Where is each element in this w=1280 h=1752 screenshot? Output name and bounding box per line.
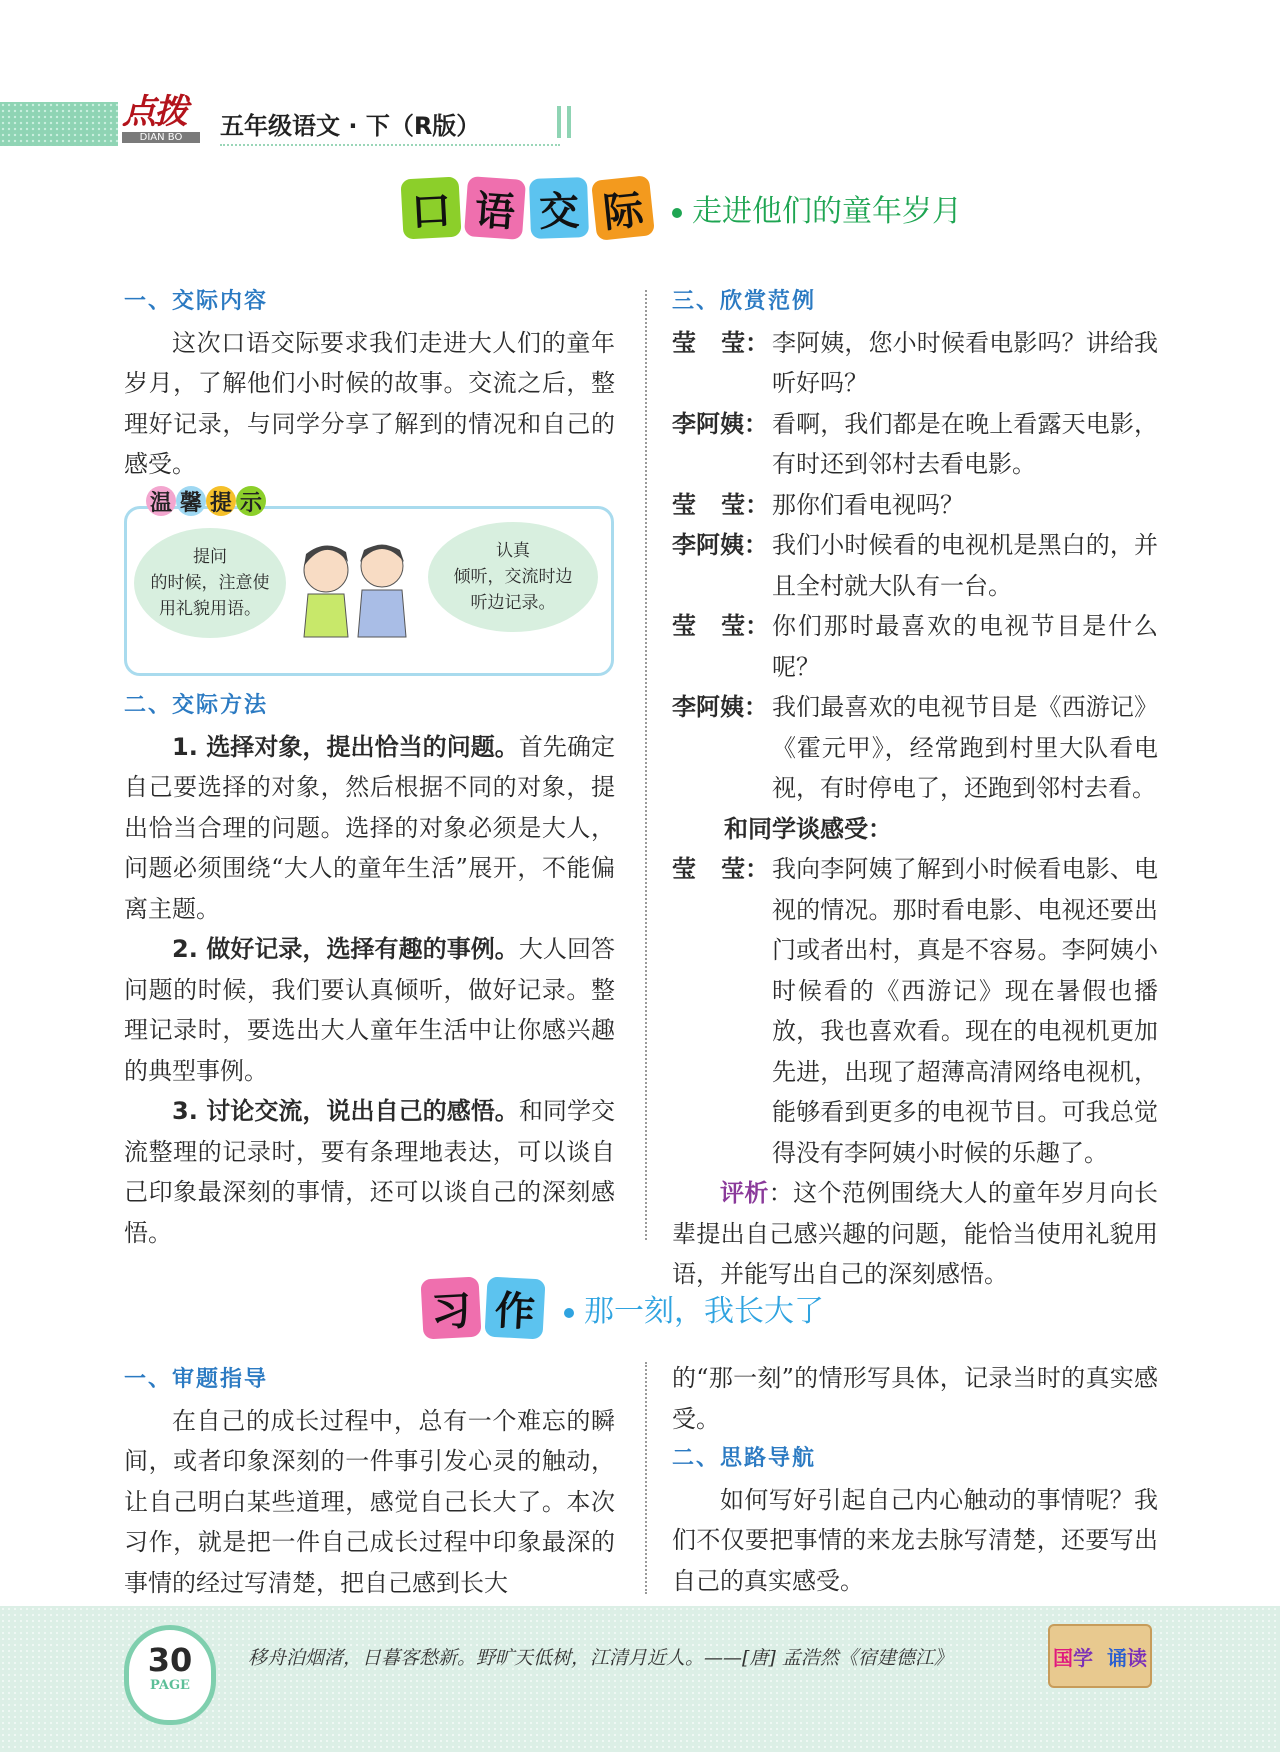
banner-tile: 作 [484, 1277, 545, 1340]
dialogue-line: 莹 莹： 那你们看电视吗？ [672, 490, 964, 519]
dialogue-line: 李阿姨： 我们最喜欢的电视节目是《西游记》《霍元甲》，经常跑到村里大队看电视，有时停电了，还跑到邻村去看。 [672, 693, 1158, 802]
header-bars [557, 106, 571, 138]
dialogue-line: 莹 莹： 你们那时最喜欢的电视节目是什么呢？ [672, 612, 1158, 681]
left-column-oral [124, 282, 615, 485]
banner-tile: 际 [591, 175, 655, 241]
dialogue-line: 莹 莹： 李阿姨，您小时候看电影吗？讲给我听好吗？ [672, 328, 1158, 397]
banner-tile: 交 [529, 177, 589, 239]
method-item: 3. 讨论交流，说出自己的感悟。和同学交流整理的记录时，要有条理地表达，可以谈自己印象最深刻的事情，还可以谈自己的深刻感悟。 [124, 1097, 616, 1247]
page-number: 30 [147, 1641, 193, 1679]
page-number-badge [124, 1625, 216, 1725]
column-divider [645, 290, 647, 1240]
paragraph: 这次口语交际要求我们走进大人们的童年岁月，了解他们小时候的故事。交流之后，整理好记录，与同学分享了解到的情况和自己的感受。 [124, 328, 615, 478]
banner-tile: 口 [400, 177, 461, 240]
dialogue-line: 李阿姨： 我们小时候看的电视机是黑白的，并且全村就大队有一台。 [672, 531, 1158, 600]
tip-title: 温 馨 提 示 [146, 486, 266, 516]
tip-bubble-left: 提问 的时候，注意使 用礼貌用语。 [134, 528, 286, 638]
share-label: 和同学谈感受： [724, 814, 892, 843]
book-title: 五年级语文 · 下（R版） [220, 112, 481, 140]
section-subtitle: 那一刻，我长大了 [584, 1294, 824, 1329]
heading-topic: 一、审题指导 [124, 1367, 269, 1392]
heading-content: 一、交际内容 [124, 289, 269, 314]
header-underline [220, 144, 560, 146]
dialogue-line: 李阿姨： 看啊，我们都是在晚上看露天电影，有时还到邻村去看电影。 [672, 409, 1158, 478]
method-item: 1. 选择对象，提出恰当的问题。首先确定自己要选择的对象，然后根据不同的对象，提出恰当合理的问题。选择的对象必须是大人，问题必须围绕“大人的童年生活”展开，不能偏离主题。 [124, 732, 616, 923]
paragraph-continued: 的“那一刻”的情形写具体，记录当时的真实感受。 [672, 1364, 1158, 1433]
tip-bubble-right: 认真 倾听，交流时边 听边记录。 [428, 522, 598, 632]
banner-tile: 语 [464, 176, 526, 240]
dialogue-line: 莹 莹： 我向李阿姨了解到小时候看电影、电视的情况。那时看电影、电视还要出门或者出村，真是不容易。李阿姨小时候看的《西游记》现在暑假也播放，我也喜欢看。现在的电视机更加先进，出现了超薄高清网络电视机，能够看到更多的电视节目。可我总觉得没有李阿姨小时候的乐趣了。 [672, 855, 1158, 1167]
section-subtitle: 走进他们的童年岁月 [692, 194, 962, 229]
right-column-oral [672, 282, 1158, 1295]
bullet-icon [564, 1308, 574, 1318]
column-divider [645, 1362, 647, 1594]
heading-example: 三、欣赏范例 [672, 289, 817, 314]
page-label: PAGE [150, 1678, 190, 1693]
footer-poem: 移舟泊烟渚，日暮客愁新。野旷天低树，江清月近人。——[唐] 孟浩然《宿建德江》 [248, 1647, 953, 1669]
section-banner-oral [402, 178, 962, 238]
heading-guide: 二、思路导航 [672, 1446, 817, 1471]
header-decoration [0, 102, 118, 146]
comment: 评析：这个范例围绕大人的童年岁月向长辈提出自己感兴趣的问题，能恰当使用礼貌用语，并能写出自己的深刻感悟。 [672, 1179, 1159, 1288]
method-item: 2. 做好记录，选择有趣的事例。大人回答问题的时候，我们要认真倾听，做好记录。整理记录时，要选出大人童年生活中让你感兴趣的典型事例。 [124, 935, 616, 1085]
heading-methods: 二、交际方法 [124, 693, 269, 718]
guoxue-badge: 国 学 诵 读 [1048, 1624, 1152, 1688]
paragraph: 在自己的成长过程中，总有一个难忘的瞬间，或者印象深刻的一件事引发心灵的触动，让自己明白某些道理，感觉自己长大了。本次习作，就是把一件自己成长过程中印象最深的事情的经过写清楚，把自己感到长大 [124, 1406, 615, 1597]
paragraph: 如何写好引起自己内心触动的事情呢？我们不仅要把事情的来龙去脉写清楚，还要写出自己的真实感受。 [672, 1485, 1158, 1595]
left-column-writing [124, 1360, 615, 1603]
banner-tile: 习 [420, 1277, 481, 1340]
bullet-icon [672, 208, 682, 218]
children-illustration [288, 532, 424, 642]
section-banner-writing [422, 1278, 824, 1338]
publisher-logo: 点拨 DIAN BO [122, 92, 206, 150]
right-column-writing [672, 1358, 1158, 1601]
methods-block [124, 686, 615, 1253]
